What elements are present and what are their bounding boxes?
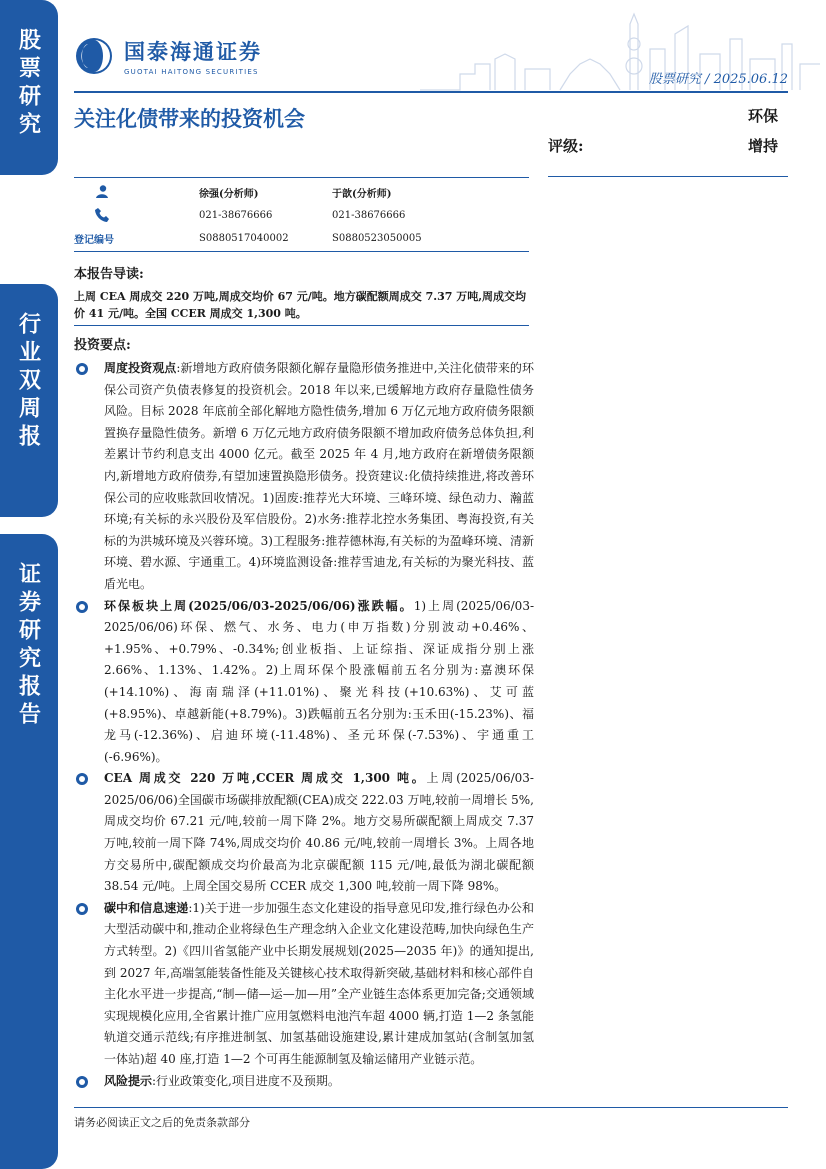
key-point-text: :1)关于进一步加强生态文化建设的指导意见印发,推行绿色办公和大型活动碳中和,推动企业将绿色生产理念纳入企业文化建设范畴,加快向绿色生产方式转型。2)《四川省氢能产业中长期发展规划(2025—2035 年)》的通知提出,到 2027 年,高端氢能装备性能及关键核心技术取得新突破,基础材料和核心部件自主化水平进一步提高,“制—储—运—加—用”全产业链生态体系更加完备;交通领域实现规模化应用,全省累计推广应用氢燃料电池汽车超 4000 辆,打造 1—2 条氢能轨道交通示范线;有序推进制氢、加氢基础设施建设,累计建成加氢站(含制氢加氢一体站)超 40 座,打造 1—2 个可再生能源制氢及输运储用产业链示范。 bbox=[104, 900, 534, 1066]
analyst-bottom-divider bbox=[74, 251, 529, 252]
key-point-lead: 周度投资观点 bbox=[104, 361, 177, 375]
registration-label: 登记编号 bbox=[74, 234, 114, 246]
side-tab-label: 股票研究 bbox=[15, 28, 42, 140]
report-title: 关注化债带来的投资机会 bbox=[74, 106, 305, 131]
bullet-icon bbox=[76, 601, 88, 613]
analyst-1-phone: 021-38676666 bbox=[199, 209, 273, 221]
report-guide-title: 本报告导读: bbox=[74, 267, 144, 282]
key-point-lead: CEA 周成交 220 万吨,CCER 周成交 1,300 吨。 bbox=[104, 771, 427, 786]
analyst-1-registration: S0880517040002 bbox=[199, 232, 289, 244]
rating-value: 增持 bbox=[748, 137, 779, 155]
key-point-text: :行业政策变化,项目进度不及预期。 bbox=[152, 1073, 340, 1088]
bullet-icon bbox=[76, 363, 88, 375]
key-points-list bbox=[74, 358, 534, 1092]
analyst-phone-row bbox=[74, 207, 529, 223]
bullet-icon bbox=[76, 1076, 88, 1088]
side-tab-industry-report bbox=[0, 284, 58, 517]
analyst-1-name: 徐强(分析师) bbox=[199, 188, 259, 200]
analyst-person-icon bbox=[94, 184, 110, 200]
analyst-name-row bbox=[74, 184, 529, 200]
bullet-icon bbox=[76, 903, 88, 915]
analyst-2-phone: 021-38676666 bbox=[332, 209, 406, 221]
analyst-top-divider bbox=[74, 177, 529, 178]
logo-name-en: GUOTAI HAITONG SECURITIES bbox=[124, 68, 259, 76]
side-tab-stock-research bbox=[0, 0, 58, 175]
key-point-text: :新增地方政府债务限额化解存量隐形债务推进中,关注化债带来的环保公司资产负债表修复的投资机会。2018 年以来,已缓解地方政府存量隐性债务风险。目标 2028 年底前全部化解地方隐性债务,增加 6 万亿元地方政府债务限额置换存量隐性债务。新增 6 万亿元地方政府债务限额不增加政府债务总体负担,利差累计节约利息支出 4000 亿元。截至 2025 年 4 月,地方政府在新增债务限额内,新增地方政府债券,有望加速置换隐形债务。投资建议:化债持续推进,将改善环保公司的应收账款回收情况。1)固废:推荐光大环境、三峰环境、绿色动力、瀚蓝环境;有关标的永兴股份及军信股份。2)水务:推荐北控水务集团、粤海投资,有关标的为洪城环境及兴蓉环境。3)工程服务:推荐德林海,有关标的为盈峰环境、清新环境、碧水源、宇通重工。4)环境监测设备:推荐雪迪龙,有关标的为聚光科技、蓝盾光电。 bbox=[104, 361, 534, 591]
key-point-lead: 风险提示 bbox=[104, 1073, 153, 1088]
key-point-text: 上周(2025/06/03-2025/06/06)全国碳市场碳排放配额(CEA)成交 222.03 万吨,较前一周增长 5%,周成交均价 67.21 元/吨,较前一周下降 2%。地方交易所碳配额上周成交 7.37 万吨,较前一周下降 74%,周成交均价 40.86 元/吨,较前一周增长 3%。上周各地方交易所中,碳配额成交均价最高为北京碳配额 115 元/吨,最低为湖北碳配额 38.54 元/吨。上周全国交易所 CCER 成交 1,300 吨,较前一周下降 98%。 bbox=[104, 771, 534, 894]
company-logo bbox=[74, 36, 262, 76]
key-point-item bbox=[74, 768, 534, 898]
key-point-text: 1)上周(2025/06/03-2025/06/06)环保、燃气、水务、电力(申万指数)分别波动+0.46%、+1.95%、+0.79%、-0.34%;创业板指、上证综指、深证成指分别上涨 2.66%、1.13%、1.42%。2)上周环保个股涨幅前五名分别为:嘉澳环保(+14.10%)、海南瑞泽(+11.01%)、聚光科技(+10.63%)、艾可蓝(+8.95%)、卓越新能(+8.79%)。3)跌幅前五名分别为:玉禾田(-15.23%)、福龙马(-12.36%)、启迪环境(-11.48%)、圣元环保(-7.53%)、宇通重工(-6.96%)。 bbox=[104, 598, 535, 764]
key-point-lead: 碳中和信息速递 bbox=[104, 900, 189, 915]
report-guide-text: 上周 CEA 周成交 220 万吨,周成交均价 67 元/吨。地方碳配额周成交 7.37 万吨,周成交均价 41 元/吨。全国 CCER 周成交 1,300 吨。 bbox=[74, 290, 527, 320]
key-point-item bbox=[74, 1071, 534, 1093]
analyst-2-name: 于歆(分析师) bbox=[332, 188, 392, 200]
key-point-item bbox=[74, 358, 534, 596]
key-point-lead: 环保板块上周(2025/06/03-2025/06/06)涨跌幅。 bbox=[104, 598, 414, 613]
logo-name-cn: 国泰海通证券 bbox=[124, 40, 262, 64]
industry-label: 环保 bbox=[748, 107, 779, 125]
side-tab-label: 证券研究报告 bbox=[15, 562, 42, 730]
phone-icon bbox=[94, 207, 110, 223]
key-point-item bbox=[74, 596, 534, 769]
footer-divider bbox=[74, 1107, 788, 1108]
side-tab-label: 行业双周报 bbox=[15, 312, 42, 452]
key-point-item bbox=[74, 898, 534, 1071]
logo-mark-icon bbox=[74, 36, 114, 76]
report-type-date: 股票研究 / 2025.06.12 bbox=[648, 72, 788, 87]
bullet-icon bbox=[76, 773, 88, 785]
rating-divider bbox=[548, 176, 788, 177]
analyst-2-registration: S0880523050005 bbox=[332, 232, 422, 244]
rating-label: 评级: bbox=[548, 137, 584, 155]
header-divider bbox=[74, 91, 788, 93]
analyst-registration-row bbox=[74, 230, 529, 246]
guide-divider bbox=[74, 325, 529, 326]
key-points-title: 投资要点: bbox=[74, 338, 131, 353]
side-tab-securities-report bbox=[0, 534, 58, 1169]
disclaimer-note: 请务必阅读正文之后的免责条款部分 bbox=[74, 1116, 250, 1129]
